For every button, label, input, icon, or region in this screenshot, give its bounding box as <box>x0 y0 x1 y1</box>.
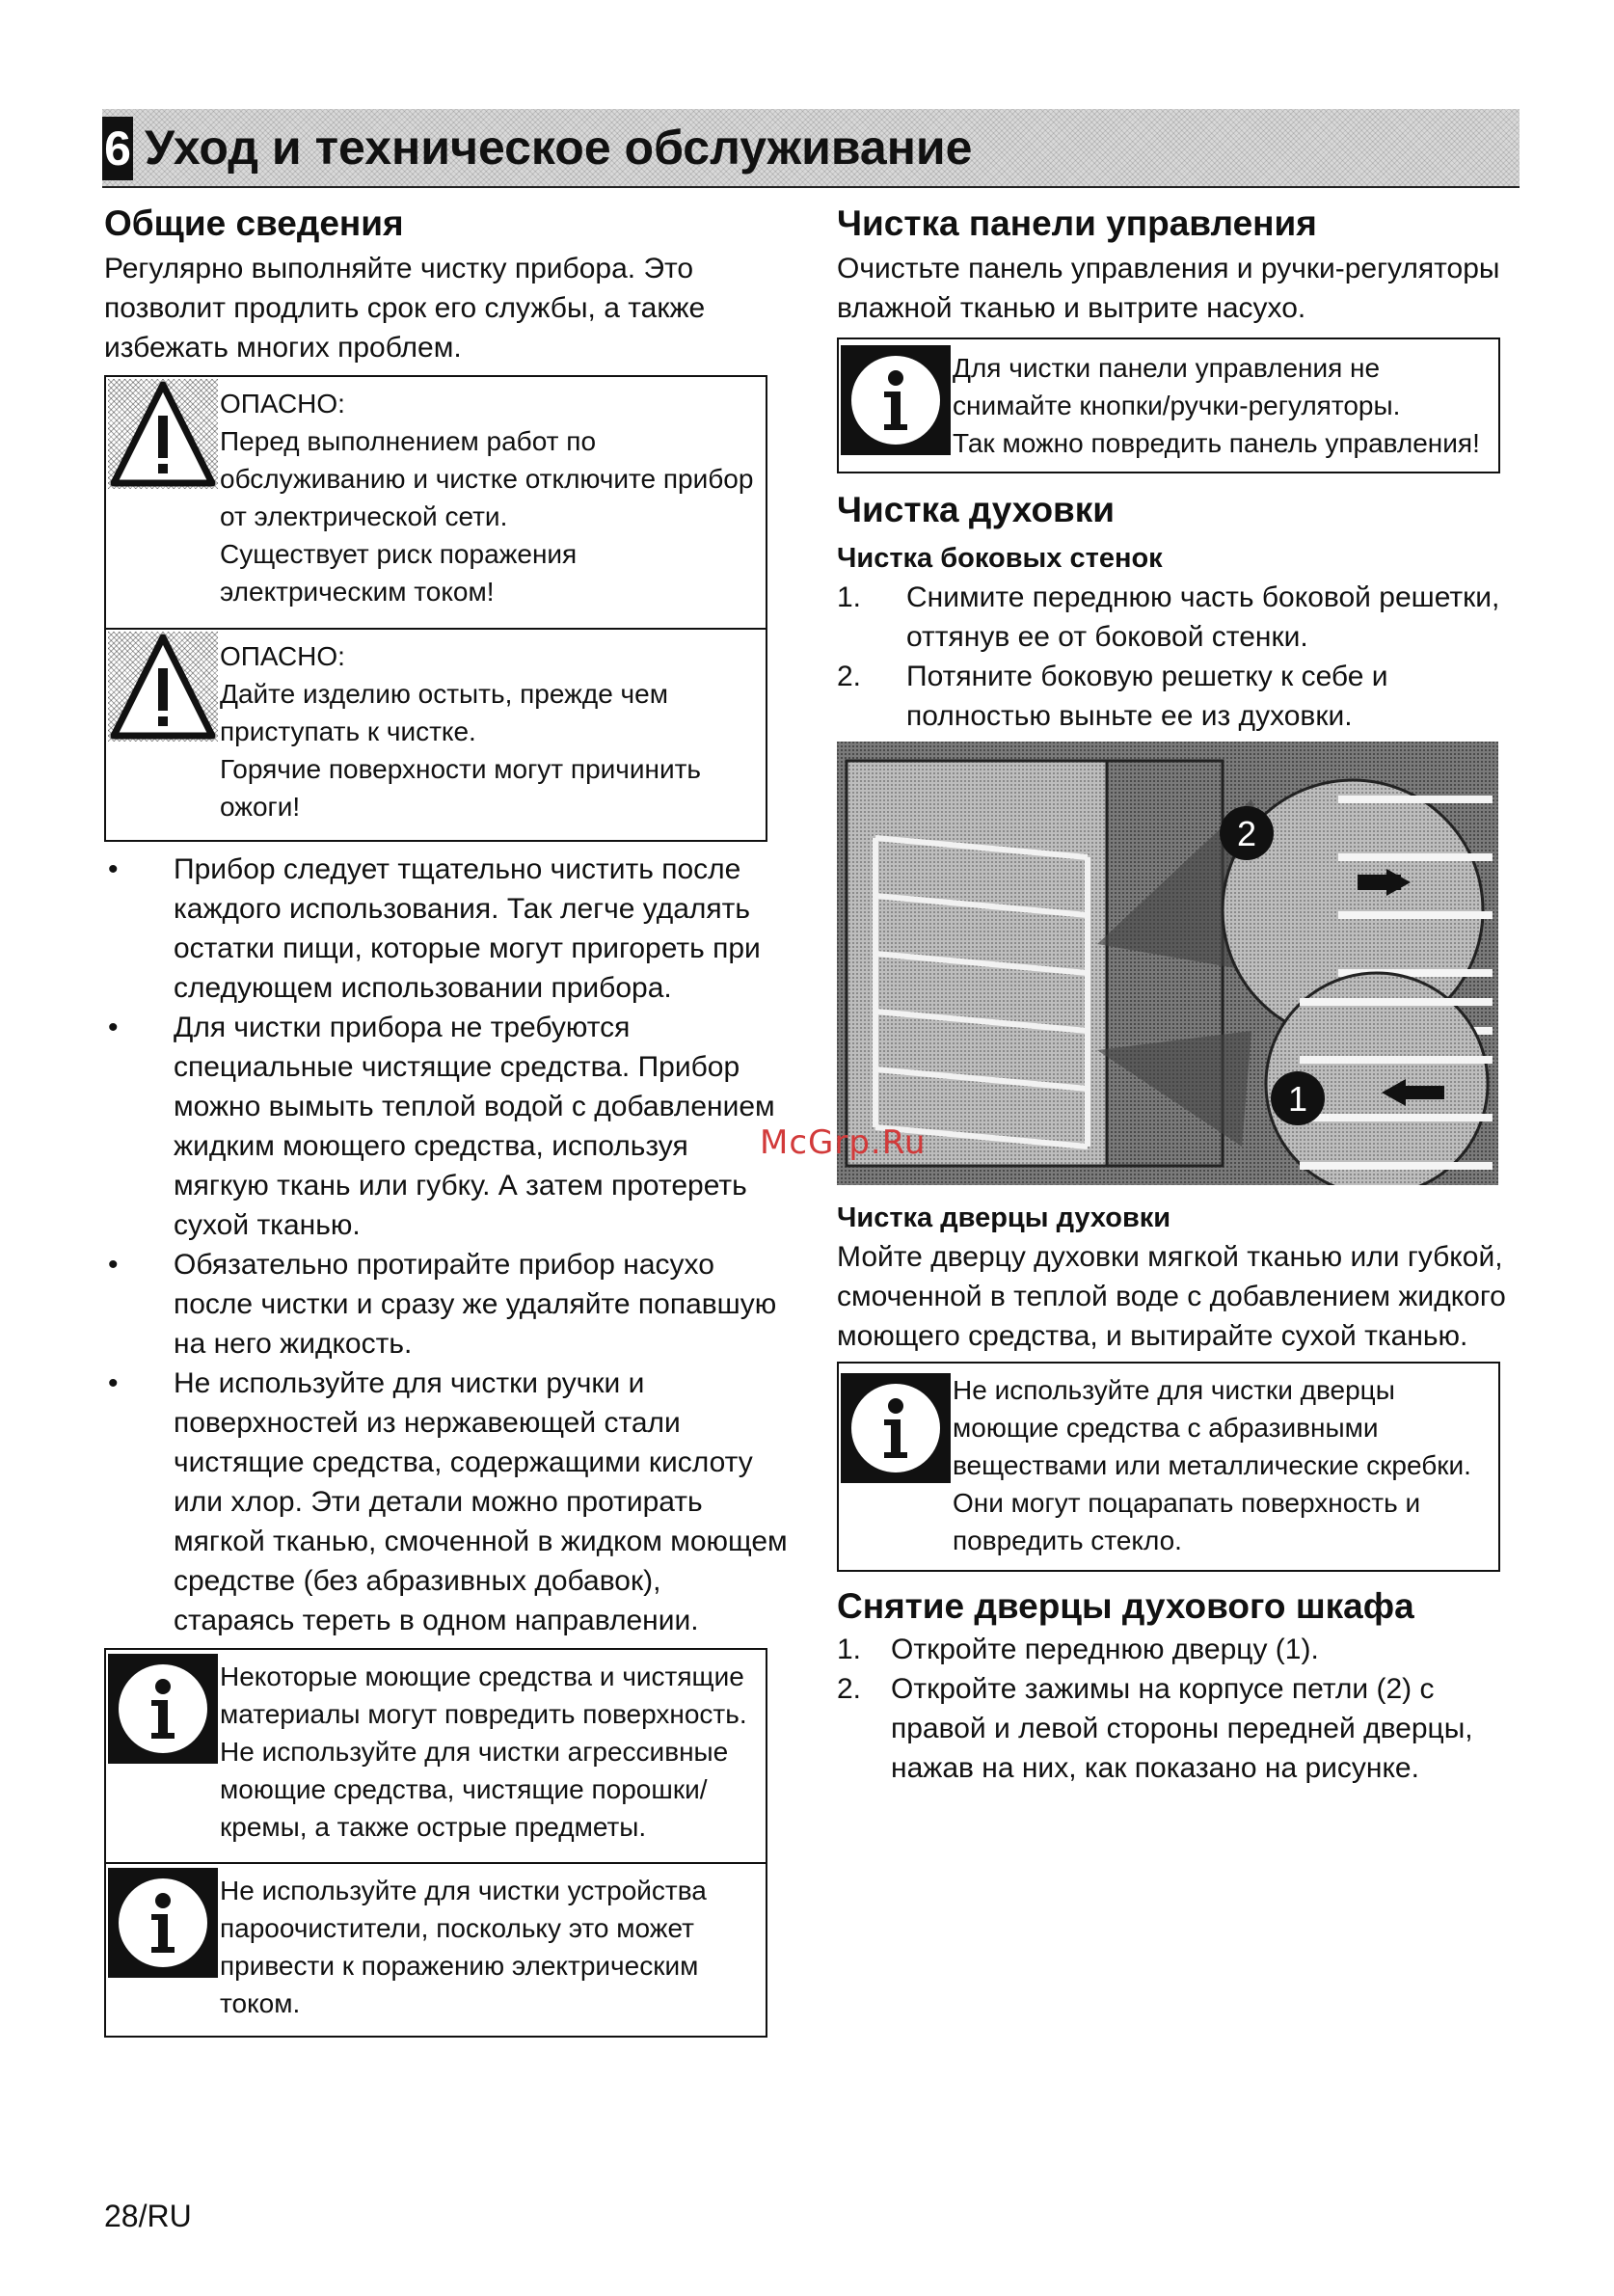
danger-box <box>104 375 767 842</box>
bullet-marker: • <box>108 1249 119 1281</box>
left-column <box>104 201 789 2038</box>
info-icon <box>108 1654 218 1764</box>
door-text: Мойте дверцу духовки мягкой тканью или губкой, смоченной в теплой воде с добавлением жидкого моющего средства, и вытирайте сухой тканью. <box>837 1241 1506 1352</box>
step-number: 1. <box>837 581 862 613</box>
general-intro: Регулярно выполняйте чистку прибора. Это позволит продлить срок его службы, а также избежать многих проблем. <box>104 253 706 364</box>
list-item <box>104 1008 789 1245</box>
danger-line: Горячие поверхности могут причинить ожоги! <box>220 754 702 822</box>
info-notice-panel <box>839 339 1498 472</box>
list-item <box>837 1669 1512 1788</box>
oven-heading: Чистка духовки <box>837 490 1116 529</box>
list-item <box>837 657 1512 736</box>
general-heading: Общие сведения <box>104 203 404 243</box>
side-rack-illustration <box>837 742 1498 1185</box>
info-icon <box>841 345 951 455</box>
danger-line: Дайте изделию остыть, прежде чем приступать к чистке. <box>220 679 668 746</box>
callout-2: 2 <box>1236 814 1257 853</box>
side-walls-subheading: Чистка боковых стенок <box>837 543 1163 574</box>
list-item <box>104 850 789 1008</box>
warning-triangle-icon <box>108 379 218 489</box>
side-walls-steps <box>837 578 1512 736</box>
danger-notice-1 <box>106 377 766 628</box>
section-number: 6 <box>102 117 133 180</box>
bullet-text: Обязательно протирайте прибор насухо после чистки и сразу же удаляйте попавшую на него жидкость. <box>174 1249 777 1360</box>
bullet-marker: • <box>108 853 119 885</box>
info-line: Некоторые моющие средства и чистящие материалы могут повредить поверхность. <box>220 1661 747 1729</box>
info-line: Они могут поцарапать поверхность и повредить стекло. <box>953 1488 1421 1555</box>
info-line: Не используйте для чистки дверцы моющие средства с абразивными веществами или металлические скребки. <box>953 1375 1471 1480</box>
door-subheading: Чистка дверцы духовки <box>837 1202 1171 1233</box>
step-text: Потяните боковую решетку к себе и полностью выньте ее из духовки. <box>906 661 1388 732</box>
panel-text: Очистьте панель управления и ручки-регуляторы влажной тканью и вытрите насухо. <box>837 253 1500 324</box>
watermark: McGrp.Ru <box>760 1123 927 1162</box>
info-notice-1 <box>106 1650 766 1862</box>
info-box <box>837 1362 1500 1572</box>
bullet-text: Прибор следует тщательно чистить после каждого использования. Так легче удалять остатки пищи, которые могут пригореть при следующем использовании прибора. <box>174 853 761 1004</box>
danger-label: ОПАСНО: <box>220 389 345 419</box>
info-box <box>837 338 1500 473</box>
list-item <box>104 1364 789 1640</box>
door-removal-steps <box>837 1630 1512 1788</box>
section-title: Уход и техническое обслуживание <box>145 121 973 175</box>
info-line: Для чистки панели управления не снимайте кнопки/ручки-регуляторы. <box>953 353 1401 420</box>
list-item <box>837 578 1512 657</box>
danger-notice-2 <box>106 628 766 840</box>
door-removal-heading: Снятие дверцы духового шкафа <box>837 1586 1414 1626</box>
info-notice-2 <box>106 1862 766 2036</box>
section-header <box>102 109 1520 188</box>
bullet-marker: • <box>108 1367 119 1399</box>
step-number: 2. <box>837 1673 862 1705</box>
info-line: Не используйте для чистки устройства пароочистители, поскольку это может привести к поражению электрическим током. <box>220 1876 707 2018</box>
step-number: 1. <box>837 1634 862 1665</box>
step-text: Откройте переднюю дверцу (1). <box>891 1634 1319 1665</box>
info-line: Не используйте для чистки агрессивные моющие средства, чистящие порошки/кремы, а также острые предметы. <box>220 1737 729 1842</box>
panel-heading: Чистка панели управления <box>837 203 1317 243</box>
info-icon <box>108 1868 218 1978</box>
list-item <box>837 1630 1512 1669</box>
warning-triangle-icon <box>108 632 218 742</box>
info-line: Так можно повредить панель управления! <box>953 428 1480 458</box>
right-column <box>837 201 1512 1788</box>
callout-1: 1 <box>1287 1079 1308 1119</box>
step-text: Откройте зажимы на корпусе петли (2) с правой и левой стороны передней дверцы, нажав на них, как показано на рисунке. <box>891 1673 1473 1784</box>
list-item <box>104 1245 789 1364</box>
info-icon <box>841 1373 951 1483</box>
step-text: Снимите переднюю часть боковой решетки, оттянув ее от боковой стенки. <box>906 581 1500 653</box>
bullet-text: Не используйте для чистки ручки и поверхностей из нержавеющей стали чистящие средства, содержащими кислоту или хлор. Эти детали можно протирать мягкой тканью, смоченной в жидком моющем средстве (без абразивных добавок), стараясь тереть в одном направлении. <box>174 1367 788 1636</box>
danger-label: ОПАСНО: <box>220 641 345 671</box>
care-bullet-list <box>104 850 789 1640</box>
bullet-marker: • <box>108 1012 119 1043</box>
info-box <box>104 1648 767 2038</box>
danger-line: Перед выполнением работ по обслуживанию и чистке отключите прибор от электрической сети. <box>220 426 754 531</box>
page-number: 28/RU <box>104 2199 192 2233</box>
bullet-text: Для чистки прибора не требуются специальные чистящие средства. Прибор можно вымыть теплой водой с добавлением жидким моющего средства, используя мягкую ткань или губку. А затем протереть сухой тканью. <box>174 1012 775 1241</box>
danger-line: Существует риск поражения электрическим током! <box>220 539 578 607</box>
step-number: 2. <box>837 661 862 692</box>
info-notice-door <box>839 1364 1498 1570</box>
